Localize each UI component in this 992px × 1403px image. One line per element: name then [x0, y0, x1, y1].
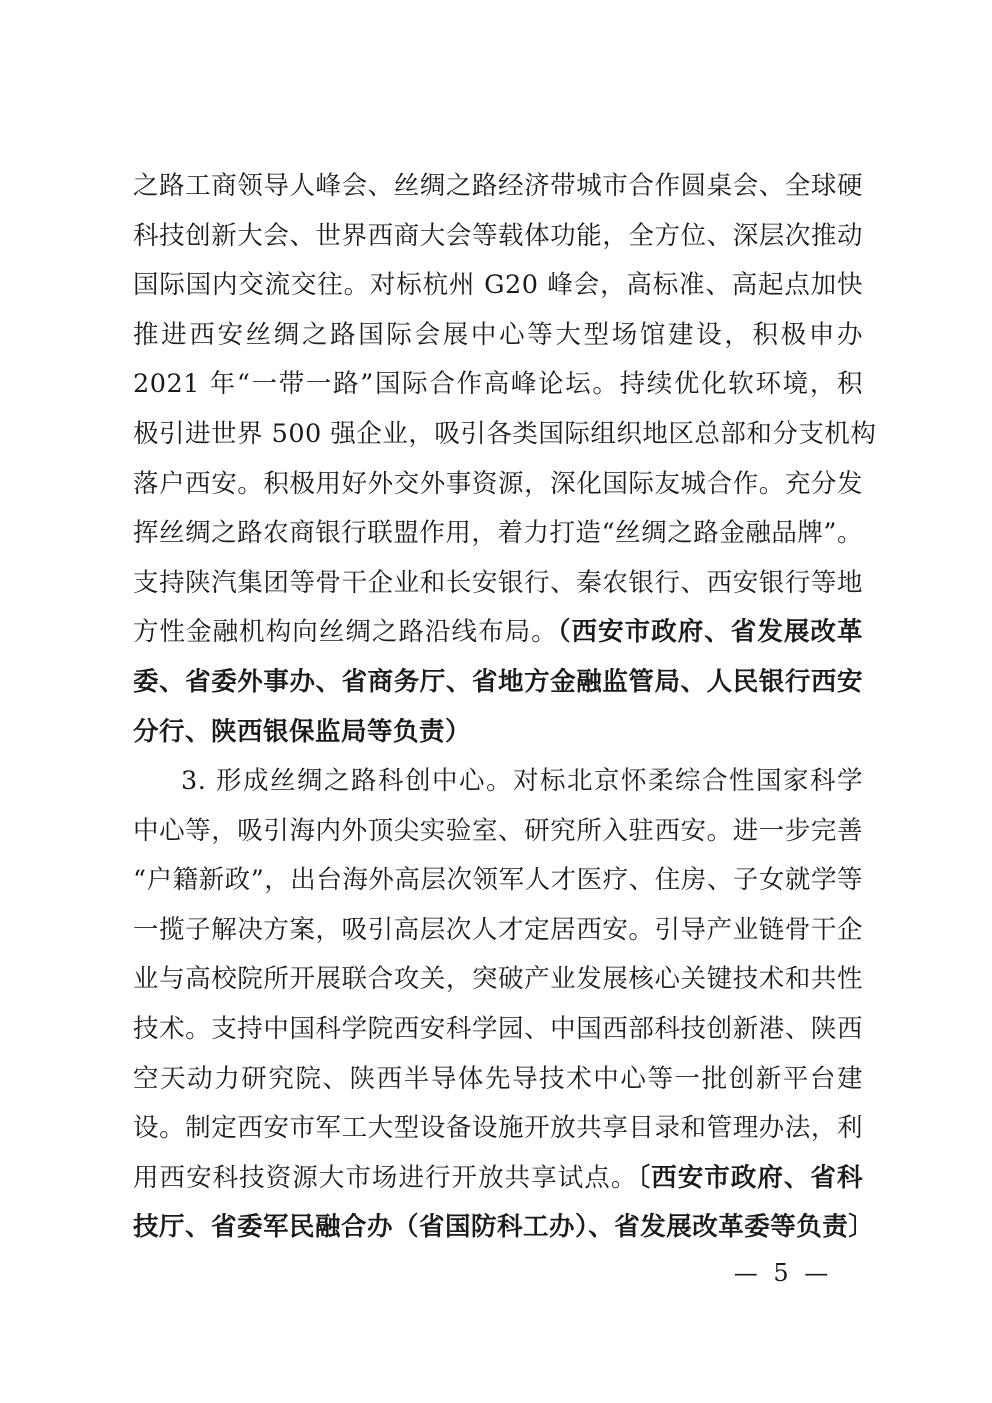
responsible-parties-line: 分行、陕西银保监局等负责）	[133, 716, 472, 747]
text-line: 技术。支持中国科学院西安科学园、中国西部科技创新港、陕西	[133, 1013, 863, 1044]
text-line: 业与高校院所开展联合攻关，突破产业发展核心关键技术和共性	[133, 964, 863, 995]
text-line: 极引进世界 500 强企业，吸引各类国际组织地区总部和分支机构	[133, 418, 877, 449]
text-line: 科技创新大会、世界西商大会等载体功能，全方位、深层次推动	[133, 220, 863, 251]
text-line: 之路工商领导人峰会、丝绸之路经济带城市合作圆桌会、全球硬	[133, 171, 863, 201]
text-line: 设。制定西安市军工大型设备设施开放共享目录和管理办法，利	[133, 1113, 863, 1144]
text-line: 国际国内交流交往。对标杭州 G20 峰会，高标准、高起点加快	[133, 270, 863, 301]
text-plain: 用西安科技资源大市场进行开放共享试点。	[133, 1162, 638, 1193]
paragraph-international-exchange	[133, 162, 877, 757]
text-line: 中心等，吸引海内外顶尖实验室、研究所入驻西安。进一步完善	[133, 815, 863, 846]
text-line: 2021 年“一带一路”国际合作高峰论坛。持续优化软环境，积	[133, 369, 863, 400]
text-line: 支持陕汽集团等骨干企业和长安银行、秦农银行、西安银行等地	[133, 567, 863, 598]
text-line-mixed	[133, 608, 863, 658]
text-line: 落户西安。积极用好外交外事资源，深化国际友城合作。充分发	[133, 468, 863, 499]
page-number: — 5 —	[733, 1259, 833, 1287]
responsible-parties-line: 技厅、省委军民融合办（省国防科工办）、省发展改革委等负责〕	[133, 1212, 875, 1243]
text-line: 一揽子解决方案，吸引高层次人才定居西安。引导产业链骨干企	[133, 914, 863, 945]
text-line-mixed	[133, 1154, 863, 1204]
text-line: 空天动力研究院、陕西半导体先导技术中心等一批创新平台建	[133, 1063, 863, 1094]
text-plain: 方性金融机构向丝绸之路沿线布局。	[133, 617, 558, 648]
section-heading-line: 3. 形成丝绸之路科创中心。对标北京怀柔综合性国家科学	[181, 766, 863, 796]
paragraph-sci-tech-center	[133, 757, 875, 1253]
responsible-parties-text: （西安市政府、省发展改革	[557, 617, 863, 648]
text-line: 推进西安丝绸之路国际会展中心等大型场馆建设，积极申办	[133, 319, 863, 350]
text-line: 挥丝绸之路农商银行联盟作用，着力打造“丝绸之路金融品牌”。	[133, 518, 863, 549]
text-line: “户籍新政”，出台海外高层次领军人才医疗、住房、子女就学等	[133, 865, 863, 896]
responsible-parties-line: 委、省委外事办、省商务厅、省地方金融监管局、人民银行西安	[133, 666, 863, 697]
responsible-parties-text: 〔西安市政府、省科	[637, 1162, 863, 1193]
